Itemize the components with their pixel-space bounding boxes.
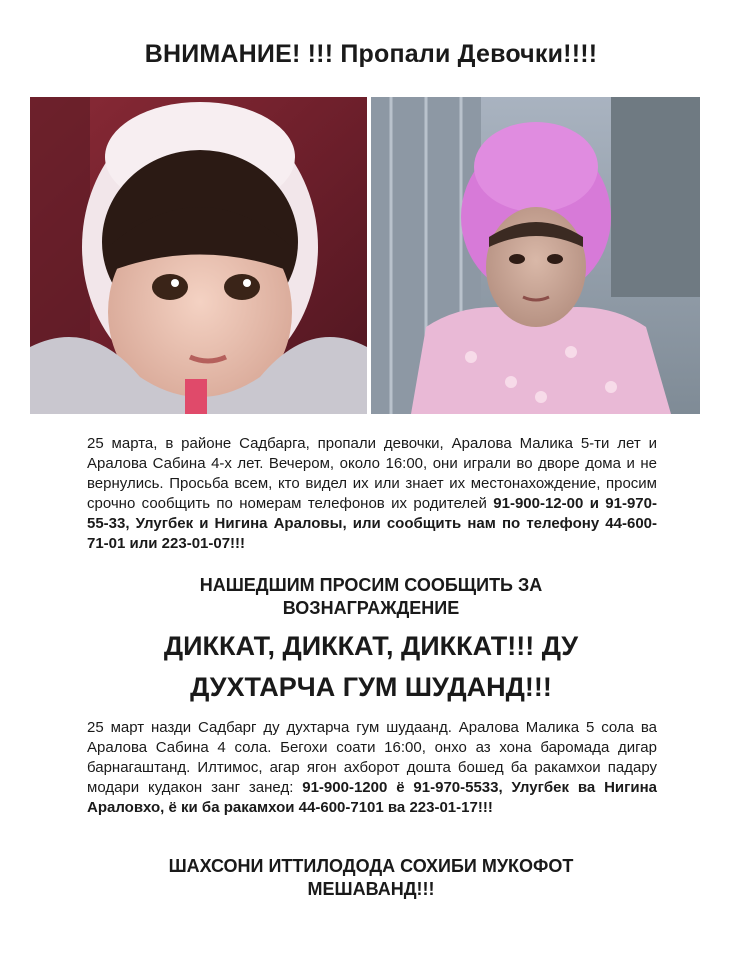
reward-heading-tj (0, 855, 742, 901)
tajik-description-text: 25 март назди Садбарг ду духтарча гум шудаанд. Аралова Малика 5 сола ва Аралова Сабина 4 сола. Бегохи соати 16:00, онхо аз хона баромада дигар барнагаштанд. Илтимос, агар ягон ахборот дошта бошед ба ракамхои падару модари кудакон занг занед: (87, 719, 657, 796)
russian-description-text: 25 марта, в районе Садбарга, пропали девочки, Аралова Малика 5-ти лет и Аралова Сабина 4-х лет. Вечером, около 16:00, они играли во дворе дома и не вернулись. Просьба всем, кто видел их или знает их местонахождение, просим срочно сообщить по номерам телефонов их родителей (87, 435, 657, 512)
tajik-heading (0, 626, 742, 708)
tajik-heading-line2: ДУХТАРЧА ГУМ ШУДАНД!!! (190, 672, 552, 702)
tajik-heading-line1: ДИККАТ, ДИККАТ, ДИККАТ!!! ДУ (163, 631, 579, 661)
photo-malika (30, 97, 367, 414)
reward-ru-line1: НАШЕДШИМ ПРОСИМ СООБЩИТЬ ЗА (199, 575, 543, 595)
photo-sabina (371, 97, 700, 414)
reward-tj-line2: МЕШАВАНД!!! (307, 879, 435, 899)
russian-contact-numbers: 91-900-12-00 и 91-970-55-33, Улугбек и Нигина Араловы, или сообщить нам по телефону 44-600-71-01 или 223-01-07!!! (87, 495, 657, 552)
tajik-description (87, 718, 657, 818)
reward-ru-line2: ВОЗНАГРАЖДЕНИЕ (282, 598, 460, 618)
russian-description (87, 434, 657, 554)
page-title: ВНИМАНИЕ! !!! Пропали Девочки!!!! (144, 40, 598, 68)
tajik-contact-numbers: 91-900-1200 ё 91-970-5533, Улугбек ва Нигина Араловхо, ё ки ба ракамхои 44-600-7101 ва 223-01-17!!! (87, 779, 658, 816)
reward-tj-line1: ШАХСОНИ ИТТИЛОДОДА СОХИБИ МУКОФОТ (168, 856, 574, 876)
reward-heading-ru (0, 574, 742, 620)
